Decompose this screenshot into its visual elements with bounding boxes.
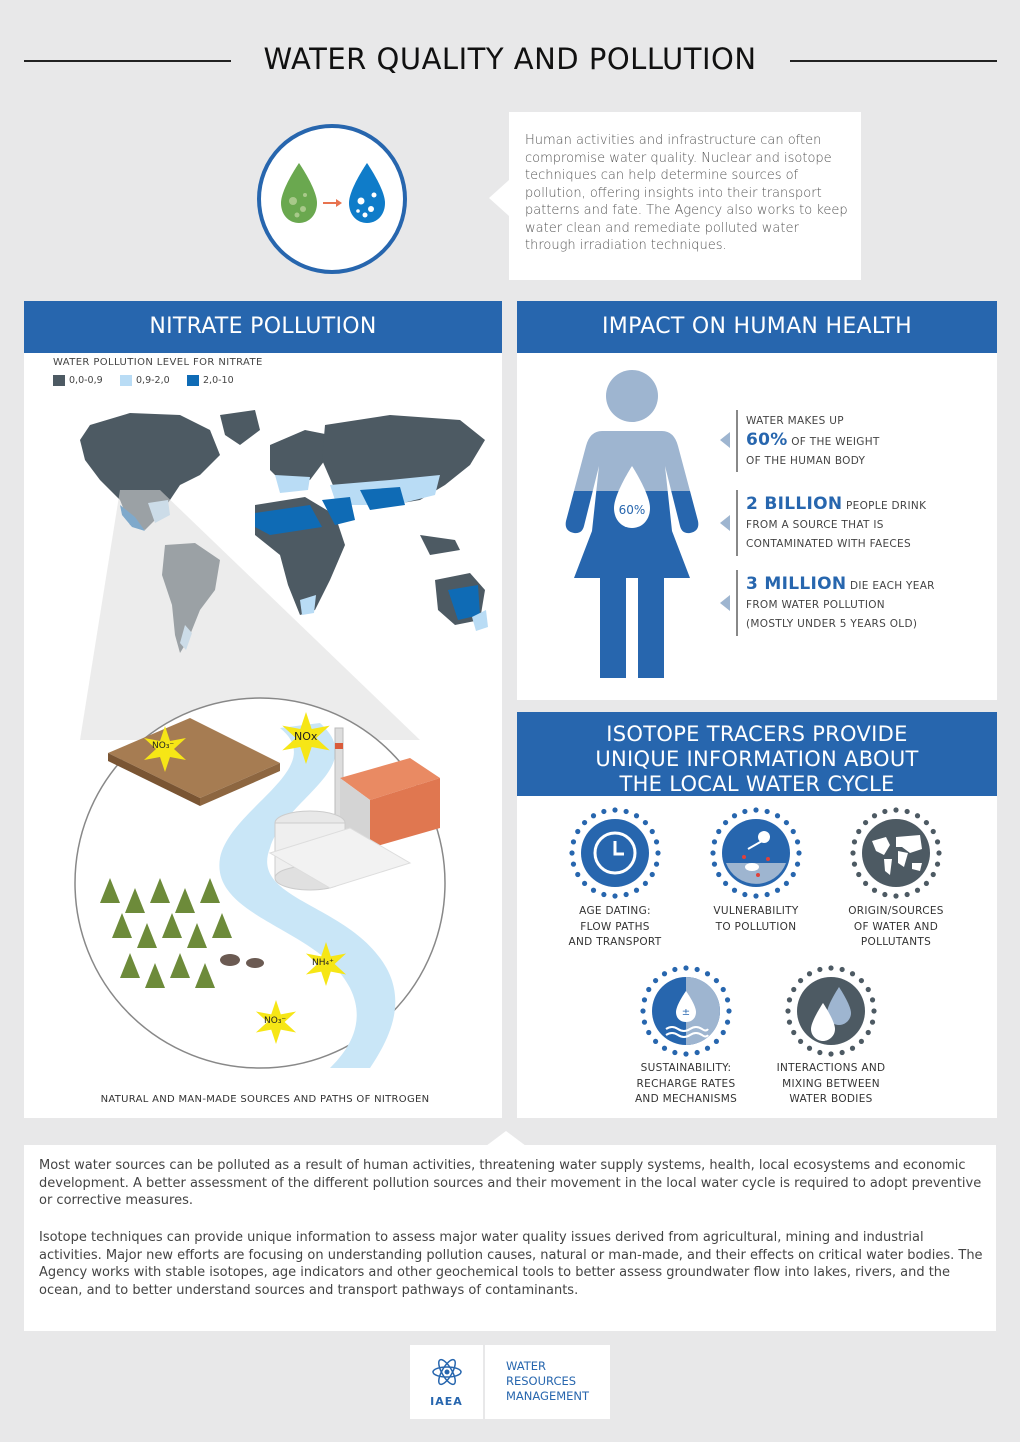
ring-dot xyxy=(726,1008,731,1013)
stat-three-million: 3 MILLION DIE EACH YEAR FROM WATER POLLUTION (MOSTLY UNDER 5 YEARS OLD) xyxy=(746,574,935,630)
ring-dot xyxy=(575,829,580,834)
legend-swatch xyxy=(53,375,65,386)
ring-dot xyxy=(643,820,648,825)
ring-dot xyxy=(856,829,861,834)
stat-bar xyxy=(736,410,738,472)
program-box xyxy=(485,1345,610,1419)
ring-dot xyxy=(850,1046,855,1051)
ring-dot xyxy=(840,1050,845,1055)
bottom-paragraph-1: Most water sources can be polluted as a result of human activities, threatening water supply systems, health, local ecosystems and economic development. A better assessment of the different pollution sources and their movement in the local water cycle is required to adopt preventive or corrective measures. xyxy=(39,1158,982,1208)
ring-dot xyxy=(785,1008,790,1013)
drops-mixing-icon xyxy=(783,963,879,1059)
ring-dot xyxy=(796,850,801,855)
stat-bar xyxy=(736,570,738,636)
ring-dot xyxy=(798,978,803,983)
ring-dot xyxy=(712,862,717,867)
human-body-figure xyxy=(562,366,702,678)
ring-dot xyxy=(852,839,857,844)
ring-dot xyxy=(765,892,770,897)
ring-dot xyxy=(650,829,655,834)
nh4-label: NH₄⁺ xyxy=(312,958,334,968)
legend-item-high: 2,0-10 xyxy=(187,375,234,386)
ring-dot xyxy=(721,987,726,992)
no3-label-field: NO₃⁻ xyxy=(152,741,175,751)
ring-dot xyxy=(850,971,855,976)
ring-dot xyxy=(872,888,877,893)
ring-dot xyxy=(721,1030,726,1035)
iaea-logo-icon xyxy=(430,1355,464,1389)
iso-label-vulnerability: VULNERABILITY TO POLLUTION xyxy=(713,905,799,933)
ring-dot xyxy=(725,1020,730,1025)
ring-dot xyxy=(870,1020,875,1025)
ring-dot xyxy=(653,1039,658,1044)
ring-dot xyxy=(640,1008,645,1013)
legend-swatch xyxy=(187,375,199,386)
ring-dot xyxy=(850,850,855,855)
clock-icon xyxy=(567,805,663,901)
ring-dot xyxy=(695,967,700,972)
ring-dot xyxy=(871,1008,876,1013)
ring-dot xyxy=(775,813,780,818)
stat-bar xyxy=(736,490,738,556)
ring-dot xyxy=(872,813,877,818)
ring-dot xyxy=(817,1050,822,1055)
ring-dot xyxy=(634,813,639,818)
page-title: WATER QUALITY AND POLLUTION xyxy=(263,42,757,76)
ring-dot xyxy=(784,881,789,886)
stat-pointer xyxy=(720,515,730,531)
ring-dot xyxy=(753,893,758,898)
iaea-logo-box xyxy=(410,1345,483,1419)
ring-dot xyxy=(924,820,929,825)
legend-swatch xyxy=(120,375,132,386)
ring-dot xyxy=(655,850,660,855)
stat-two-billion: 2 BILLION PEOPLE DRINK FROM A SOURCE THAT IS CONTAMINATED WITH FAECES xyxy=(746,494,927,550)
ring-dot xyxy=(924,881,929,886)
recharge-icon xyxy=(638,963,734,1059)
ring-dot xyxy=(742,809,747,814)
ring-dot xyxy=(798,1039,803,1044)
ring-dot xyxy=(591,813,596,818)
ring-dot xyxy=(931,872,936,877)
ring-dot xyxy=(935,839,940,844)
ring-dot xyxy=(859,1039,864,1044)
ring-dot xyxy=(624,892,629,897)
ring-dot xyxy=(807,1046,812,1051)
ring-dot xyxy=(787,1020,792,1025)
ring-dot xyxy=(791,872,796,877)
ring-dot xyxy=(795,839,800,844)
ring-dot xyxy=(662,971,667,976)
ring-dot xyxy=(791,987,796,992)
ring-dot xyxy=(723,820,728,825)
iso-label-age-dating: AGE DATING: FLOW PATHS AND TRANSPORT xyxy=(568,905,662,948)
ring-dot xyxy=(654,839,659,844)
ring-dot xyxy=(672,967,677,972)
ring-dot xyxy=(936,850,941,855)
ring-dot xyxy=(654,862,659,867)
isotope-heading: ISOTOPE TRACERS PROVIDE UNIQUE INFORMATION ABOUT THE LOCAL WATER CYCLE xyxy=(517,712,997,796)
ring-dot xyxy=(870,997,875,1002)
ring-dot xyxy=(716,872,721,877)
ring-dot xyxy=(775,888,780,893)
no3-label-river: NO₃⁻ xyxy=(264,1016,287,1026)
iaea-logo-text: IAEA xyxy=(430,1395,463,1408)
vulnerability-icon xyxy=(708,805,804,901)
ring-dot xyxy=(787,997,792,1002)
ring-dot xyxy=(915,888,920,893)
ring-dot xyxy=(582,881,587,886)
iso-label-sustainability: SUSTAINABILITY: RECHARGE RATES AND MECHANISMS xyxy=(634,1062,738,1105)
ring-dot xyxy=(791,829,796,834)
globe-icon xyxy=(848,805,944,901)
ring-dot xyxy=(642,997,647,1002)
ring-dot xyxy=(582,820,587,825)
polluted-to-clean-water-drop-icon xyxy=(247,123,417,275)
ring-dot xyxy=(817,967,822,972)
ring-dot xyxy=(765,809,770,814)
stat-pointer xyxy=(720,432,730,448)
ring-dot xyxy=(828,965,833,970)
ring-dot xyxy=(856,872,861,877)
ring-dot xyxy=(732,888,737,893)
ring-dot xyxy=(650,872,655,877)
bottom-text-box xyxy=(24,1145,996,1331)
ring-dot xyxy=(714,978,719,983)
ring-dot xyxy=(642,1020,647,1025)
stat-water-weight: WATER MAKES UP 60% OF THE WEIGHT OF THE HUMAN BODY xyxy=(746,415,880,467)
ring-dot xyxy=(863,820,868,825)
ring-dot xyxy=(714,1039,719,1044)
program-text: WATER RESOURCES MANAGEMENT xyxy=(506,1359,590,1403)
ring-dot xyxy=(863,881,868,886)
ring-dot xyxy=(601,809,606,814)
ring-dot xyxy=(571,839,576,844)
ring-dot xyxy=(705,971,710,976)
ring-dot xyxy=(571,862,576,867)
ring-dot xyxy=(723,881,728,886)
ring-dot xyxy=(653,978,658,983)
ring-dot xyxy=(905,809,910,814)
health-heading: IMPACT ON HUMAN HEALTH xyxy=(517,301,997,353)
ring-dot xyxy=(591,888,596,893)
ring-dot xyxy=(710,850,715,855)
ring-dot xyxy=(683,1051,688,1056)
ring-dot xyxy=(695,1050,700,1055)
ring-dot xyxy=(601,892,606,897)
ring-dot xyxy=(646,1030,651,1035)
ring-dot xyxy=(893,893,898,898)
nitrate-heading: NITRATE POLLUTION xyxy=(24,301,502,353)
ring-dot xyxy=(931,829,936,834)
ring-dot xyxy=(575,872,580,877)
ring-dot xyxy=(725,997,730,1002)
ring-dot xyxy=(612,807,617,812)
legend-title: WATER POLLUTION LEVEL FOR NITRATE xyxy=(53,357,263,368)
ring-dot xyxy=(672,1050,677,1055)
ring-dot xyxy=(612,893,617,898)
svg-text:±: ± xyxy=(681,1007,691,1018)
ring-dot xyxy=(866,1030,871,1035)
ring-dot xyxy=(646,987,651,992)
ring-dot xyxy=(662,1046,667,1051)
ring-dot xyxy=(569,850,574,855)
iso-label-origin: ORIGIN/SOURCES OF WATER AND POLLUTANTS xyxy=(848,905,944,948)
ring-dot xyxy=(828,1051,833,1056)
ring-dot xyxy=(732,813,737,818)
ring-dot xyxy=(712,839,717,844)
ring-dot xyxy=(905,892,910,897)
ring-dot xyxy=(807,971,812,976)
stat-pointer xyxy=(720,595,730,611)
legend-item-low: 0,0-0,9 xyxy=(53,375,103,386)
intro-text: Human activities and infrastructure can often compromise water quality. Nuclear and isotope techniques can help determine sources of pollution, offering insights into their transport patterns and fate. The Agency also works to keep water clean and remediate polluted water through irradiation techniques. xyxy=(525,133,848,253)
intro-box xyxy=(509,112,861,280)
ring-dot xyxy=(882,809,887,814)
ring-dot xyxy=(915,813,920,818)
bottom-paragraph-2: Isotope techniques can provide unique information to assess major water quality issues derived from agricultural, mining and industrial activities. Major new efforts are focusing on understanding pollution causes, natural or man-made, and their effects on critical water bodies. The Agency works with stable isotopes, age indicators and other geochemical tools to better assess groundwater flow into lakes, rivers, and the ocean, and to better understand sources and transport pathways of contaminants. xyxy=(39,1230,983,1298)
bottom-pointer xyxy=(486,1131,526,1146)
iso-label-interactions: INTERACTIONS AND MIXING BETWEEN WATER BODIES xyxy=(776,1062,886,1105)
intro-pointer xyxy=(489,180,509,216)
ring-dot xyxy=(840,967,845,972)
ring-dot xyxy=(705,1046,710,1051)
ring-dot xyxy=(753,807,758,812)
ring-dot xyxy=(643,881,648,886)
ring-dot xyxy=(784,820,789,825)
nox-label: NOx xyxy=(294,730,318,743)
ring-dot xyxy=(791,1030,796,1035)
ring-dot xyxy=(852,862,857,867)
ring-dot xyxy=(859,978,864,983)
ring-dot xyxy=(683,965,688,970)
ring-dot xyxy=(866,987,871,992)
ring-dot xyxy=(742,892,747,897)
ring-dot xyxy=(935,862,940,867)
ring-dot xyxy=(795,862,800,867)
landscape-caption: NATURAL AND MAN-MADE SOURCES AND PATHS OF NITROGEN xyxy=(100,1094,430,1105)
ring-dot xyxy=(624,809,629,814)
ring-dot xyxy=(882,892,887,897)
body-percent-label: 60% xyxy=(618,503,646,517)
ring-dot xyxy=(893,807,898,812)
legend-item-mid: 0,9-2,0 xyxy=(120,375,170,386)
ring-dot xyxy=(634,888,639,893)
ring-dot xyxy=(716,829,721,834)
